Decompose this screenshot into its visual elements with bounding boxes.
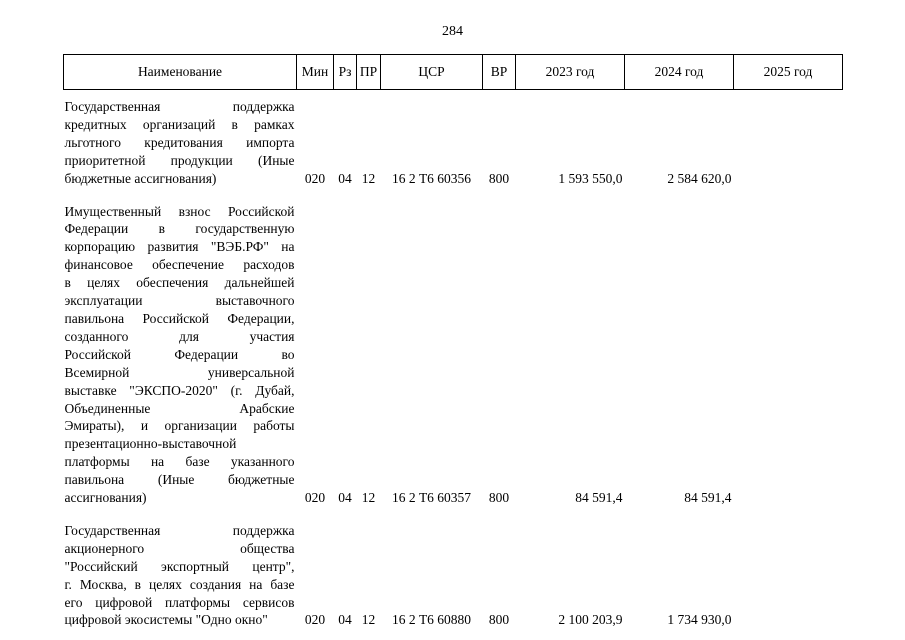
cell-name	[64, 507, 297, 629]
table-row	[64, 188, 843, 507]
table-row	[64, 90, 843, 188]
name-line: Российской Федерации во	[64, 346, 295, 362]
budget-table	[63, 54, 843, 629]
name-line: Федерации в государственную	[64, 221, 295, 237]
name-line: павильона Российской Федерации,	[64, 310, 295, 326]
cell-csr: 16 2 Т6 60356	[391, 170, 472, 186]
name-line: кредитных организаций в рамках	[64, 116, 295, 132]
cell-name	[64, 188, 297, 507]
cell-2024: 84 591,4	[684, 490, 732, 506]
name-line: "Российский экспортный центр",	[64, 558, 295, 574]
name-line: выставке "ЭКСПО-2020" (г. Дубай,	[64, 382, 295, 398]
cell-pr: 12	[361, 612, 376, 628]
name-line: акционерного общества	[64, 540, 295, 556]
cell-vr: 800	[488, 490, 510, 506]
cell-min: 020	[304, 170, 326, 186]
cell-vr: 800	[488, 612, 510, 628]
header-2023: 2023 год	[516, 55, 625, 90]
name-line: эксплуатации выставочного	[64, 293, 295, 309]
cell-2023: 1 593 550,0	[558, 170, 623, 186]
cell-2025	[734, 507, 843, 629]
cell-2023: 2 100 203,9	[558, 612, 623, 628]
header-csr: ЦСР	[381, 55, 483, 90]
name-line: ассигнования)	[64, 490, 147, 506]
cell-2025	[734, 90, 843, 188]
name-line: Государственная поддержка	[64, 522, 295, 538]
name-line: Имущественный взнос Российской	[64, 203, 295, 219]
cell-csr: 16 2 Т6 60880	[391, 612, 472, 628]
cell-2024: 2 584 620,0	[667, 170, 732, 186]
name-line: Государственная поддержка	[64, 99, 295, 114]
name-line: финансовое обеспечение расходов	[64, 257, 295, 273]
name-line: его цифровой платформы сервисов	[64, 594, 295, 610]
cell-min: 020	[304, 490, 326, 506]
cell-pr: 12	[361, 170, 376, 186]
cell-vr: 800	[488, 170, 510, 186]
header-vr: ВР	[483, 55, 516, 90]
header-min: Мин	[297, 55, 334, 90]
cell-pr: 12	[361, 490, 376, 506]
table-header-row	[64, 55, 843, 90]
cell-min: 020	[304, 612, 326, 628]
cell-2025	[734, 188, 843, 507]
header-2024: 2024 год	[625, 55, 734, 90]
name-line: Объединенные Арабские	[64, 400, 295, 416]
name-line: льготного кредитования импорта	[64, 134, 295, 150]
name-line: корпорацию развития "ВЭБ.РФ" на	[64, 239, 295, 255]
header-2025: 2025 год	[734, 55, 843, 90]
name-line: цифровой экосистемы "Одно окно"	[64, 612, 268, 628]
table-row	[64, 507, 843, 629]
name-line: Всемирной универсальной	[64, 364, 295, 380]
cell-rz: 04	[338, 490, 352, 506]
cell-csr: 16 2 Т6 60357	[391, 490, 472, 506]
name-line: Эмираты), и организации работы	[64, 418, 295, 434]
name-line: приоритетной продукции (Иные	[64, 152, 295, 168]
name-line: г. Москва, в целях создания на базе	[64, 576, 295, 592]
name-line: созданного для участия	[64, 328, 295, 344]
cell-rz: 04	[338, 170, 352, 186]
name-line: павильона (Иные бюджетные	[64, 472, 295, 488]
cell-name	[64, 90, 297, 188]
name-line: платформы на базе указанного	[64, 454, 295, 470]
header-pr: ПР	[357, 55, 381, 90]
name-line: в целях обеспечения дальнейшей	[64, 275, 295, 291]
name-line: бюджетные ассигнования)	[64, 170, 217, 186]
cell-rz: 04	[338, 612, 352, 628]
cell-2024: 1 734 930,0	[667, 612, 732, 628]
name-line: презентационно-выставочной	[64, 436, 237, 452]
page-number: 284	[442, 24, 463, 39]
header-rz: Рз	[334, 55, 357, 90]
header-name: Наименование	[64, 55, 297, 90]
cell-2023: 84 591,4	[575, 490, 623, 506]
